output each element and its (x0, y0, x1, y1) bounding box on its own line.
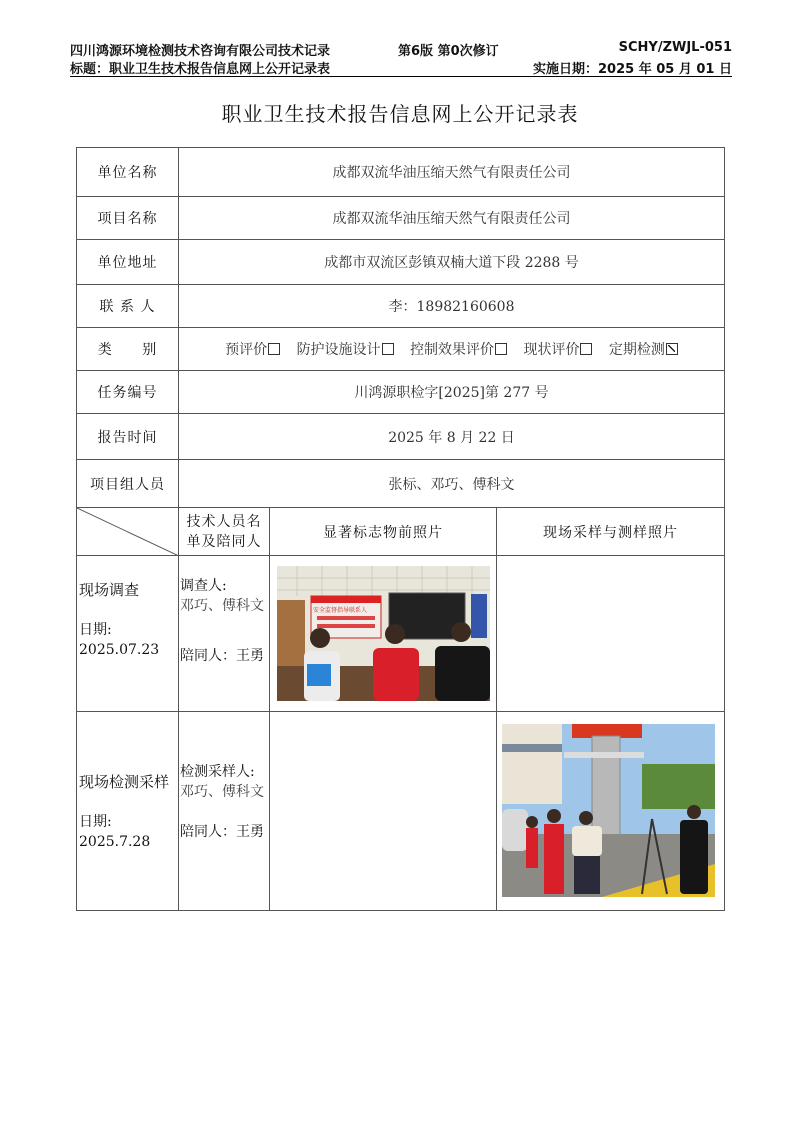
survey-date-value: 2025.07.23 (79, 642, 160, 658)
category-option-control-effect[interactable]: 控制效果评价 (410, 342, 507, 358)
sampling-date-label: 日期: (79, 814, 112, 830)
staff-column-header: 技术人员名单及陪同人 (179, 508, 270, 556)
row-unit-name (77, 148, 725, 197)
checkbox-icon[interactable] (268, 343, 280, 355)
sampling-staff-names: 邓巧、傅科文 (180, 784, 264, 800)
survey-staff-names: 邓巧、傅科文 (180, 598, 264, 614)
category-options (179, 328, 725, 371)
address-value: 成都市双流区彭镇双楠大道下段 2288 号 (179, 240, 725, 285)
diagonal-header-cell (77, 508, 179, 556)
survey-sampling-photo-empty (497, 556, 725, 712)
unit-name-label: 单位名称 (77, 148, 179, 197)
category-label: 类 别 (77, 328, 179, 371)
effective-date: 实施日期：2025 年 05 月 01 日 (533, 62, 732, 77)
title-line: 标题：职业卫生技术报告信息网上公开记录表 (70, 62, 331, 77)
project-name-value: 成都双流华油压缩天然气有限责任公司 (179, 197, 725, 240)
checkbox-icon[interactable] (495, 343, 507, 355)
row-report-time (77, 414, 725, 460)
project-name-label: 项目名称 (77, 197, 179, 240)
landmark-column-header: 显著标志物前照片 (270, 508, 497, 556)
sampling-photo (502, 724, 715, 897)
version-text: 第6版 第0次修订 (398, 44, 499, 59)
team-value: 张标、邓巧、傅科文 (179, 460, 725, 508)
landmark-photo-cell (270, 556, 497, 712)
sampling-staff-label: 检测采样人: (180, 764, 255, 780)
survey-date-label: 日期: (79, 622, 112, 638)
photo-header-row (77, 508, 725, 556)
team-label: 项目组人员 (77, 460, 179, 508)
sampling-column-header: 现场采样与测样照片 (497, 508, 725, 556)
survey-escort: 陪同人：王勇 (180, 648, 264, 664)
header-rule (70, 76, 732, 77)
checked-checkbox-icon[interactable] (666, 343, 678, 355)
row-contact (77, 285, 725, 328)
survey-row (77, 556, 725, 712)
survey-staff-label: 调查人: (180, 578, 227, 594)
survey-stage-cell (77, 556, 179, 712)
report-time-value: 2025 年 8 月 22 日 (179, 414, 725, 460)
diagonal-line (77, 508, 179, 556)
document-title: 职业卫生技术报告信息网上公开记录表 (221, 102, 579, 126)
task-no-value: 川鸿源职检字[2025]第 277 号 (179, 371, 725, 414)
contact-label: 联 系 人 (77, 285, 179, 328)
row-address (77, 240, 725, 285)
unit-name-value: 成都双流华油压缩天然气有限责任公司 (179, 148, 725, 197)
row-team (77, 460, 725, 508)
survey-staff-cell (179, 556, 270, 712)
sign-board-text: 安全监督指导联系人 (313, 607, 368, 614)
checkbox-icon[interactable] (382, 343, 394, 355)
row-task-no (77, 371, 725, 414)
company-record: 四川鸿源环境检测技术咨询有限公司技术记录 (70, 44, 331, 59)
category-option-protection-design[interactable]: 防护设施设计 (297, 342, 394, 358)
sampling-landmark-photo-empty (270, 712, 497, 911)
sampling-stage-label: 现场检测采样 (79, 773, 170, 791)
report-time-label: 报告时间 (77, 414, 179, 460)
contact-value: 李：18982160608 (179, 285, 725, 328)
sampling-stage-cell (77, 712, 179, 911)
category-option-periodic-detection[interactable]: 定期检测 (609, 342, 678, 358)
row-project-name (77, 197, 725, 240)
sampling-staff-cell (179, 712, 270, 911)
checkbox-icon[interactable] (580, 343, 592, 355)
sampling-row (77, 712, 725, 911)
category-option-pre-evaluation[interactable]: 预评价 (225, 342, 280, 358)
category-option-status-evaluation[interactable]: 现状评价 (523, 342, 592, 358)
survey-stage-label: 现场调查 (79, 581, 140, 599)
sampling-escort: 陪同人：王勇 (180, 824, 264, 840)
address-label: 单位地址 (77, 240, 179, 285)
landmark-photo (277, 566, 490, 701)
sampling-photo-cell (497, 712, 725, 911)
task-no-label: 任务编号 (77, 371, 179, 414)
document-code: SCHY/ZWJL-051 (618, 40, 732, 55)
record-table (76, 147, 725, 911)
sampling-date-value: 2025.7.28 (79, 834, 151, 850)
row-category (77, 328, 725, 371)
